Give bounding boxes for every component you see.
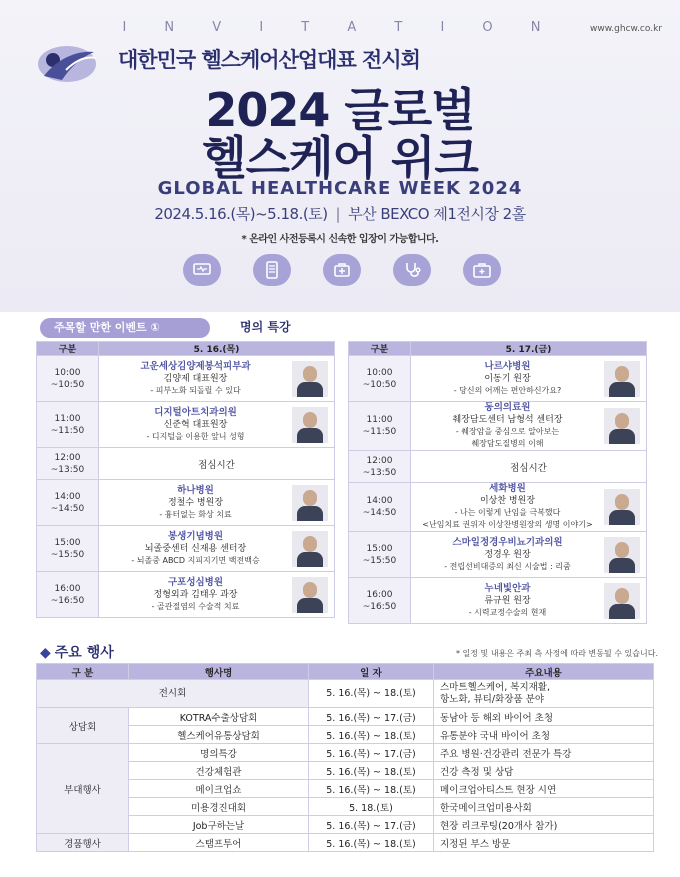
event-content: 스마트헬스케어, 복지재활, 항노화, 뷰티/화장품 분야 [434,680,654,708]
time-slot: 14:00 ~14:50 [349,483,411,532]
event-venue: 부산 BEXCO 제1전시장 2홀 [348,205,526,223]
doctor-photo [604,408,640,444]
event-date: 5. 16.(목) ~ 17.(금) [309,744,434,762]
event-row [37,834,654,852]
lecture-topic: - 피부노화 되돌릴 수 있다 [150,385,241,395]
lecture-cell [99,480,335,526]
lunch-break: 점심시간 [411,451,647,483]
doctor-photo [292,407,328,443]
event-date: 5. 16.(목) ~ 18.(토) [309,780,434,798]
event-row [37,762,654,780]
event-row [37,816,654,834]
schedule-row [37,572,335,618]
lecture-cell [411,483,647,532]
lecture-topic: - 나는 이렇게 난임을 극복했다 <난임치료 권위자 이상찬병원장의 생명 이야기> [422,508,593,529]
doctor-photo [604,537,640,573]
lecture-topic: - 당신의 어깨는 편안하신가요? [453,385,562,395]
doctor-photo [604,489,640,525]
website-url[interactable]: www.ghcw.co.kr [590,24,662,34]
event-category: 전시회 [37,680,309,708]
event-category: 부대행사 [37,744,129,834]
event-name: 건강체험관 [129,762,309,780]
time-slot: 16:00 ~16:50 [349,578,411,624]
time-slot: 10:00 ~10:50 [37,356,99,402]
event-category: 경품행사 [37,834,129,852]
lecture-topic: - 췌장암을 중심으로 알아보는 췌장담도질병의 이해 [455,427,560,448]
header-name: 행사명 [129,664,309,680]
schedule-row [349,356,647,402]
hospital-name: 스마일정경우비뇨기과의원 [452,536,563,548]
category-icons [183,254,503,288]
lecture-cell [99,526,335,572]
monitor-icon [183,254,221,286]
main-events-title [40,642,114,662]
event-name: Job구하는날 [129,816,309,834]
schedule-row [349,402,647,451]
hospital-name: 봉생기념병원 [167,530,224,542]
diamond-icon: ◆ [40,645,51,661]
event-content: 한국메이크업미용사회 [434,798,654,816]
time-slot: 12:00 ~13:50 [37,448,99,480]
lecture-topic: - 시력교정수술의 현재 [468,607,547,617]
hospital-name: 고운세상김양제봉석피부과 [140,360,251,372]
time-slot: 15:00 ~15:50 [349,532,411,578]
hospital-name: 디지털아트치과의원 [154,406,237,418]
event-name: 스탬프투어 [129,834,309,852]
event-content: 현장 리크루팅(20개사 참가) [434,816,654,834]
event-content: 메이크업아티스트 현장 시연 [434,780,654,798]
doctor-photo [604,361,640,397]
schedule-row [37,526,335,572]
doctor-name: 신준혁 대표원장 [163,419,228,430]
lecture-cell [411,356,647,402]
time-slot: 11:00 ~11:50 [37,402,99,448]
date-venue [0,203,680,224]
time-slot: 16:00 ~16:50 [37,572,99,618]
schedule-row [349,451,647,483]
event-name: KOTRA수출상담회 [129,708,309,726]
header-category: 구 분 [37,664,129,680]
medicine-box-icon [323,254,361,286]
lecture-cell [99,402,335,448]
time-slot: 12:00 ~13:50 [349,451,411,483]
schedule-row [349,578,647,624]
lecture-cell [411,532,647,578]
event-row [37,726,654,744]
event-dates: 2024.5.16.(목)~5.18.(토) [154,205,328,223]
doctor-name: 뇌졸중센터 신재용 센터장 [144,543,247,554]
main-title-line1: 2024 글로벌 [205,83,475,137]
event-date: 5. 16.(목) ~ 17.(금) [309,816,434,834]
main-title-line2: 헬스케어 위크 [202,131,478,185]
hero-banner [0,0,680,312]
hospital-name: 세화병원 [489,483,526,494]
event-date: 5. 18.(토) [309,798,434,816]
time-slot: 15:00 ~15:50 [37,526,99,572]
doctor-name: 류규원 원장 [484,595,531,606]
lunch-break: 점심시간 [99,448,335,480]
event-date: 5. 16.(목) ~ 18.(토) [309,680,434,708]
doctor-photo [292,361,328,397]
event-name: 미용경진대회 [129,798,309,816]
event-date: 5. 16.(목) ~ 18.(토) [309,834,434,852]
registration-note: * 온라인 사전등록시 신속한 입장이 가능합니다. [241,234,439,245]
doctor-name: 췌장담도센터 남형석 센터장 [452,415,563,425]
lecture-cell [411,578,647,624]
event-category: 상담회 [37,708,129,744]
schedule-day2 [348,341,647,624]
events-badge: 주목할 만한 이벤트 ① [40,318,210,338]
main-events-table [36,663,654,852]
doctor-name: 정형외과 김태우 과장 [153,589,238,600]
hospital-name: 누네빛안과 [484,582,531,594]
lecture-topic: - 흉터없는 화상 치료 [159,509,232,519]
event-row [37,780,654,798]
schedule-day1 [36,341,335,618]
event-row [37,680,654,708]
schedule-row [349,483,647,532]
lecture-topic: - 디지털을 이용한 앞니 성형 [146,431,245,441]
doctor-name: 이동기 원장 [484,373,531,384]
doctor-name: 이상찬 병원장 [479,496,536,506]
header-date: 일 자 [309,664,434,680]
schedule-row [349,532,647,578]
event-content: 지정된 부스 방문 [434,834,654,852]
schedule-row [37,356,335,402]
lecture-topic: - 전립선비대증의 최신 시술법 : 리줌 [444,561,571,571]
event-name: 명의특강 [129,744,309,762]
doctor-photo [292,485,328,521]
col-label: 구분 [37,342,99,356]
schedule-row [37,480,335,526]
tablet-icon [253,254,291,286]
event-row [37,744,654,762]
first-aid-kit-icon [463,254,501,286]
event-date: 5. 16.(목) ~ 17.(금) [309,708,434,726]
hospital-name: 동의의료원 [484,402,531,413]
event-content: 유통분야 국내 바이어 초청 [434,726,654,744]
event-row [37,798,654,816]
doctor-photo [604,583,640,619]
lecture-topic: - 뇌졸중 ABCD 지피지기면 백전백승 [131,555,260,565]
hospital-name: 구포성심병원 [167,576,224,588]
hospital-name: 하나병원 [177,484,214,496]
time-slot: 14:00 ~14:50 [37,480,99,526]
event-content: 주요 병원·건강관리 전문가 특강 [434,744,654,762]
col-label: 구분 [349,342,411,356]
invitation-label: I N V I T A T I O N [122,20,558,35]
organizer-title: 대한민국 헬스케어산업대표 전시회 [118,48,420,72]
doctor-photo [292,531,328,567]
lecture-cell [99,356,335,402]
event-content: 건강 측정 및 상담 [434,762,654,780]
lecture-cell [99,572,335,618]
main-events-note: * 일정 및 내용은 주최 측 사정에 따라 변동될 수 있습니다. [456,649,658,658]
lecture-cell [411,402,647,451]
header-content: 주요내용 [434,664,654,680]
hospital-name: 나르샤병원 [484,360,531,372]
doctor-name: 김양제 대표원장 [163,373,228,384]
day2-date: 5. 17.(금) [411,342,647,356]
event-name: 메이크업쇼 [129,780,309,798]
schedule-row [37,402,335,448]
event-name: 헬스케어유통상담회 [129,726,309,744]
stethoscope-icon [393,254,431,286]
events-subtitle: 명의 특강 [240,320,291,334]
time-slot: 11:00 ~11:50 [349,402,411,451]
schedule-row [37,448,335,480]
english-title: GLOBAL HEALTHCARE WEEK 2024 [157,178,523,199]
event-date: 5. 16.(목) ~ 18.(토) [309,726,434,744]
event-row [37,708,654,726]
divider: | [335,205,341,223]
doctor-name: 정철수 병원장 [167,497,224,508]
lecture-topic: - 골관절염의 수술적 치료 [151,601,240,611]
event-content: 동남아 등 해외 바이어 초청 [434,708,654,726]
day1-date: 5. 16.(목) [99,342,335,356]
doctor-photo [292,577,328,613]
time-slot: 10:00 ~10:50 [349,356,411,402]
main-events-title-text: 주요 행사 [54,645,114,661]
event-date: 5. 16.(목) ~ 18.(토) [309,762,434,780]
doctor-name: 정경우 원장 [484,549,531,560]
